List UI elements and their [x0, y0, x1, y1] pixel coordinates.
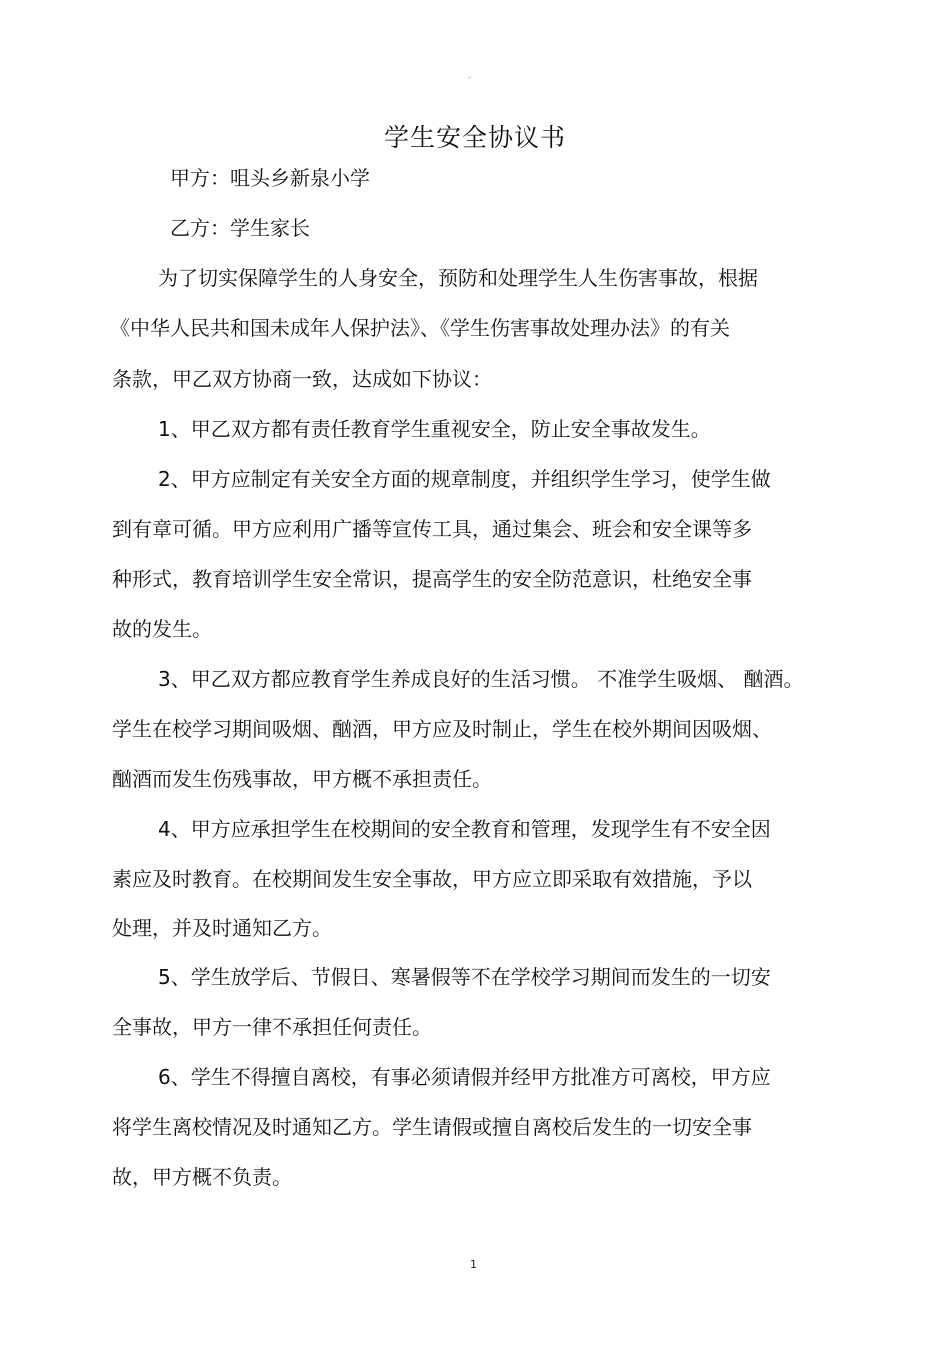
- clause-5-line-2: 全事故，甲方一律不承担任何责任。: [112, 1015, 432, 1039]
- intro-line-1: 为了切实保障学生的人身安全，预防和处理学生人生伤害事故，根据: [158, 266, 758, 290]
- clause-4-line-2: 素应及时教育。在校期间发生安全事故，甲方应立即采取有效措施，予以: [112, 867, 752, 891]
- top-mark: 。: [468, 71, 478, 81]
- page-number: 1: [470, 1258, 477, 1271]
- party-b-line: 乙方：学生家长: [170, 216, 310, 240]
- clause-4-line-3: 处理，并及时通知乙方。: [112, 916, 332, 940]
- intro-line-3: 条款，甲乙双方协商一致，达成如下协议：: [112, 367, 492, 391]
- clause-3-line-2: 学生在校学习期间吸烟、酗酒，甲方应及时制止，学生在校外期间因吸烟、: [112, 717, 772, 741]
- clause-6-line-1: 6、学生不得擅自离校，有事必须请假并经甲方批准方可离校，甲方应: [158, 1065, 771, 1089]
- party-a-line: 甲方：咀头乡新泉小学: [170, 166, 370, 190]
- clause-6-line-2: 将学生离校情况及时通知乙方。学生请假或擅自离校后发生的一切安全事: [112, 1115, 752, 1139]
- clause-3-line-1: 3、甲乙双方都应教育学生养成良好的生活习惯。 不准学生吸烟、 酗酒。: [158, 667, 804, 691]
- intro-line-2: 《中华人民共和国未成年人保护法》、《学生伤害事故处理办法》的有关: [110, 316, 730, 340]
- clause-2-line-1: 2、甲方应制定有关安全方面的规章制度，并组织学生学习，使学生做: [158, 467, 771, 491]
- clause-2-line-3: 种形式，教育培训学生安全常识，提高学生的安全防范意识，杜绝安全事: [112, 567, 752, 591]
- clause-3-line-3: 酗酒而发生伤残事故，甲方概不承担责任。: [112, 767, 492, 791]
- document-title: 学生安全协议书: [383, 123, 566, 152]
- clause-5-line-1: 5、学生放学后、节假日、寒暑假等不在学校学习期间而发生的一切安: [158, 965, 771, 989]
- clause-1-line-1: 1、甲乙双方都有责任教育学生重视安全，防止安全事故发生。: [158, 417, 711, 441]
- clause-2-line-2: 到有章可循。甲方应利用广播等宣传工具，通过集会、班会和安全课等多: [112, 517, 752, 541]
- clause-4-line-1: 4、甲方应承担学生在校期间的安全教育和管理，发现学生有不安全因: [158, 817, 771, 841]
- clause-6-line-3: 故，甲方概不负责。: [112, 1165, 292, 1189]
- clause-2-line-4: 故的发生。: [112, 617, 212, 641]
